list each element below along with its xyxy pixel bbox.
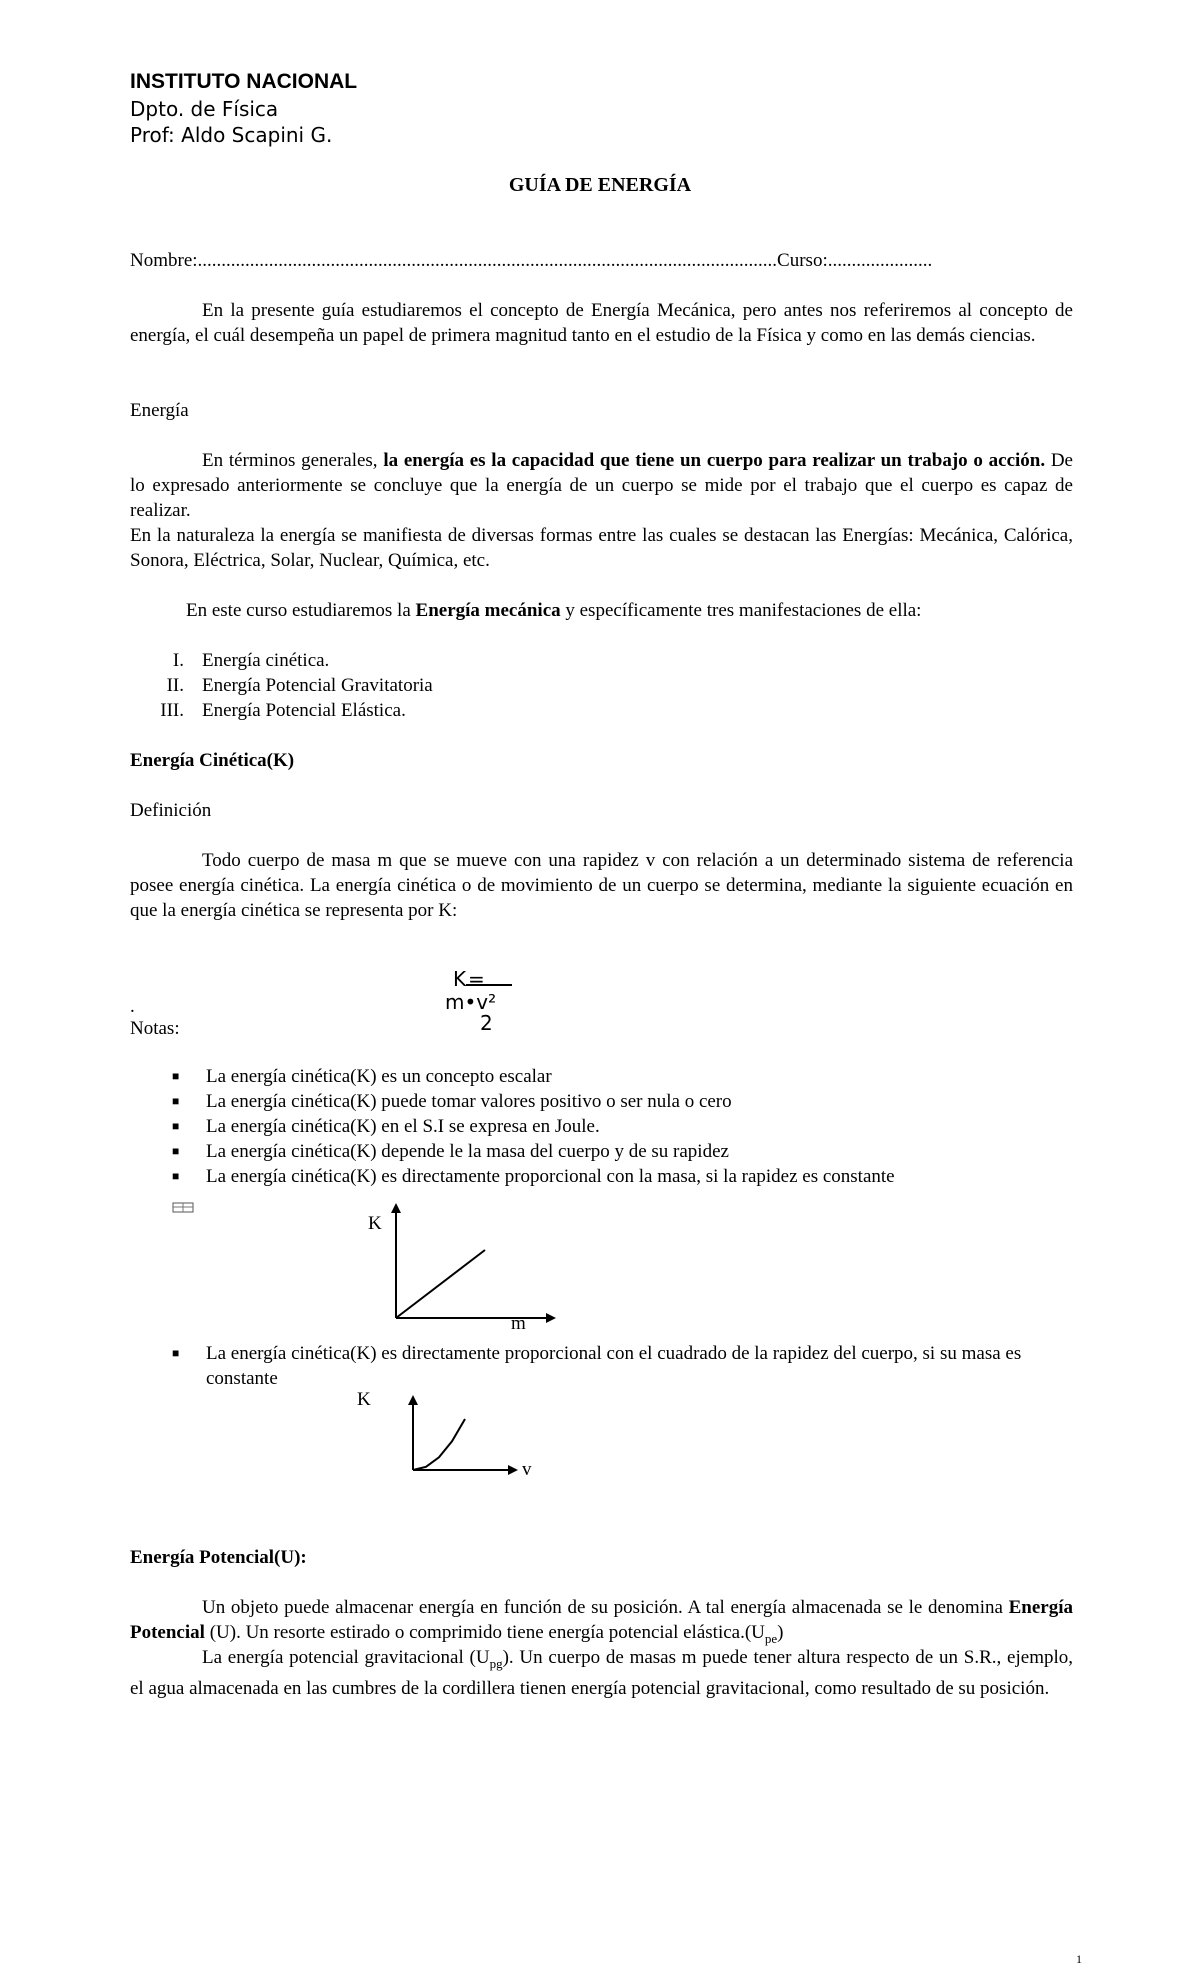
notes-label: Notas:: [130, 1018, 180, 1039]
graph1-x-label: m: [511, 1313, 526, 1334]
list-item: [0, 1064, 1200, 1089]
kinetic-energy-heading: Energía Cinética(K): [130, 750, 295, 771]
potential-energy-bold: Energía Potencial: [130, 1597, 1073, 1643]
definition-label: Definición: [130, 800, 212, 821]
list-number: III.: [160, 700, 184, 721]
note-text: La energía cinética(K) depende le la masa del cuerpo y de su rapidez: [206, 1141, 729, 1162]
book-icon: [172, 1200, 194, 1214]
p1-post-text: (U). Un resorte estirado o comprimido tiene energía potencial elástica.(U: [204, 1622, 765, 1643]
name-label: Nombre:: [130, 250, 198, 271]
p1-text: En términos generales,: [202, 450, 384, 471]
notes-list: [0, 1064, 1200, 1194]
bullet-icon: ■: [172, 1346, 180, 1360]
page-number: 1: [1076, 1952, 1082, 1966]
list-item: [130, 698, 730, 723]
list-item: [0, 1114, 1200, 1139]
p2-text: La energía potencial gravitacional (U: [202, 1647, 490, 1668]
course-field[interactable]: ......................: [827, 250, 933, 271]
professor: Prof: Aldo Scapini G.: [130, 123, 333, 147]
graph2-x-label: v: [522, 1459, 532, 1480]
bullet-icon: ■: [172, 1144, 180, 1158]
p1-post-text: De lo expresado anteriormente se concluye que la energía de un cuerpo se mide por el trabajo que el cuerpo es capaz de realizar.: [130, 450, 1073, 521]
list-text: Energía cinética.: [202, 650, 330, 671]
graph2-data-curve: [413, 1419, 465, 1470]
subscript-pg: pg: [489, 1655, 503, 1671]
intro-paragraph: En la presente guía estudiaremos el concepto de Energía Mecánica, pero antes nos referiremos al concepto de energía, el cuál desempeña un papel de primera magnitud tanto en el estudio de la Física y como en las demás ciencias.: [130, 300, 1073, 346]
name-field[interactable]: ..........................................................................................................................: [197, 250, 778, 271]
potential-paragraph-2: [130, 1645, 1073, 1701]
formula-denominator-clip: [480, 1011, 494, 1035]
note-text: La energía cinética(K) en el S.I se expresa en Joule.: [206, 1116, 600, 1137]
graph1-data-line: [396, 1250, 485, 1318]
formula-equals: =: [468, 967, 485, 991]
graph1-y-arrow: [391, 1203, 401, 1213]
bullet-icon: ■: [172, 1094, 180, 1108]
graph2-y-arrow: [408, 1395, 418, 1405]
bullet-icon: ■: [172, 1069, 180, 1083]
list-item: [0, 1139, 1200, 1164]
formula-denominator: 2: [480, 1011, 493, 1035]
p1-end: ): [777, 1622, 784, 1643]
energy-forms-paragraph: En la naturaleza la energía se manifiesta de diversas formas entre las cuales se destacan las Energías: Mecánica, Calórica, Sonora, Eléctrica, Solar, Nuclear, Química, etc.: [130, 525, 1073, 571]
formula-k: K: [453, 967, 467, 991]
note-text: La energía cinética(K) es directamente proporcional con el cuadrado de la rapidez del cuerpo, si su masa es constante: [206, 1343, 1022, 1389]
stray-dot: .: [130, 996, 135, 1017]
p1-text: Un objeto puede almacenar energía en función de su posición. A tal energía almacenada se le denomina: [202, 1597, 1009, 1618]
kinetic-definition-paragraph: Todo cuerpo de masa m que se mueve con una rapidez v con relación a un determinado sistema de referencia posee energía cinética. La energía cinética o de movimiento de un cuerpo se determina, mediante la siguiente ecuación en que la energía cinética se representa por K:: [130, 850, 1073, 921]
graph2-x-arrow: [508, 1465, 518, 1475]
list-item: [0, 1089, 1200, 1114]
list-number: II.: [166, 675, 184, 696]
course-label: Curso:: [777, 250, 828, 271]
note-text: La energía cinética(K) es directamente proporcional con la masa, si la rapidez es constante: [206, 1166, 895, 1187]
list-number: I.: [172, 650, 184, 671]
department: Dpto. de Física: [130, 97, 279, 121]
graph-k-vs-m: [392, 1203, 562, 1323]
graph1-x-arrow: [546, 1313, 556, 1323]
institution-name: INSTITUTO NACIONAL: [130, 70, 358, 93]
list-text: Energía Potencial Elástica.: [202, 700, 406, 721]
p3-post-text: y específicamente tres manifestaciones de ella:: [560, 600, 922, 621]
list-item: [0, 1341, 1200, 1391]
list-item: [130, 673, 730, 698]
formula-numerator: m•v²: [445, 990, 497, 1014]
p3-text: En este curso estudiaremos la: [186, 600, 416, 621]
energy-heading: Energía: [130, 400, 189, 421]
potential-paragraph-1: [130, 1595, 1073, 1651]
fraction-bar: [466, 984, 512, 986]
list-item: [0, 1164, 1200, 1189]
mechanical-energy-intro: [130, 598, 921, 623]
potential-energy-heading: Energía Potencial(U):: [130, 1547, 307, 1568]
note-text: La energía cinética(K) es un concepto escalar: [206, 1066, 552, 1087]
energy-definition-paragraph: [130, 448, 1073, 523]
energy-types-list: [130, 648, 730, 728]
graph-k-vs-v: [408, 1395, 528, 1475]
list-text: Energía Potencial Gravitatoria: [202, 675, 433, 696]
graph2-y-label: K: [357, 1389, 371, 1410]
mechanical-energy-bold: Energía mecánica: [415, 600, 561, 621]
bullet-icon: ■: [172, 1119, 180, 1133]
page-title: GUÍA DE ENERGÍA: [508, 174, 692, 196]
bullet-icon: ■: [172, 1169, 180, 1183]
graph1-y-label: K: [368, 1213, 382, 1234]
note-text: La energía cinética(K) puede tomar valores positivo o ser nula o cero: [206, 1091, 732, 1112]
energy-definition-bold: la energía es la capacidad que tiene un cuerpo para realizar un trabajo o acción.: [383, 450, 1046, 471]
subscript-pe: pe: [764, 1630, 778, 1646]
form-line: [130, 248, 932, 273]
p2-post-text: ). Un cuerpo de masas m puede tener altura respecto de un S.R., ejemplo, el agua almacenada en las cumbres de la cordillera tienen energía potencial gravitacional, como resultado de su posición.: [130, 1647, 1074, 1699]
list-item: [130, 648, 730, 673]
